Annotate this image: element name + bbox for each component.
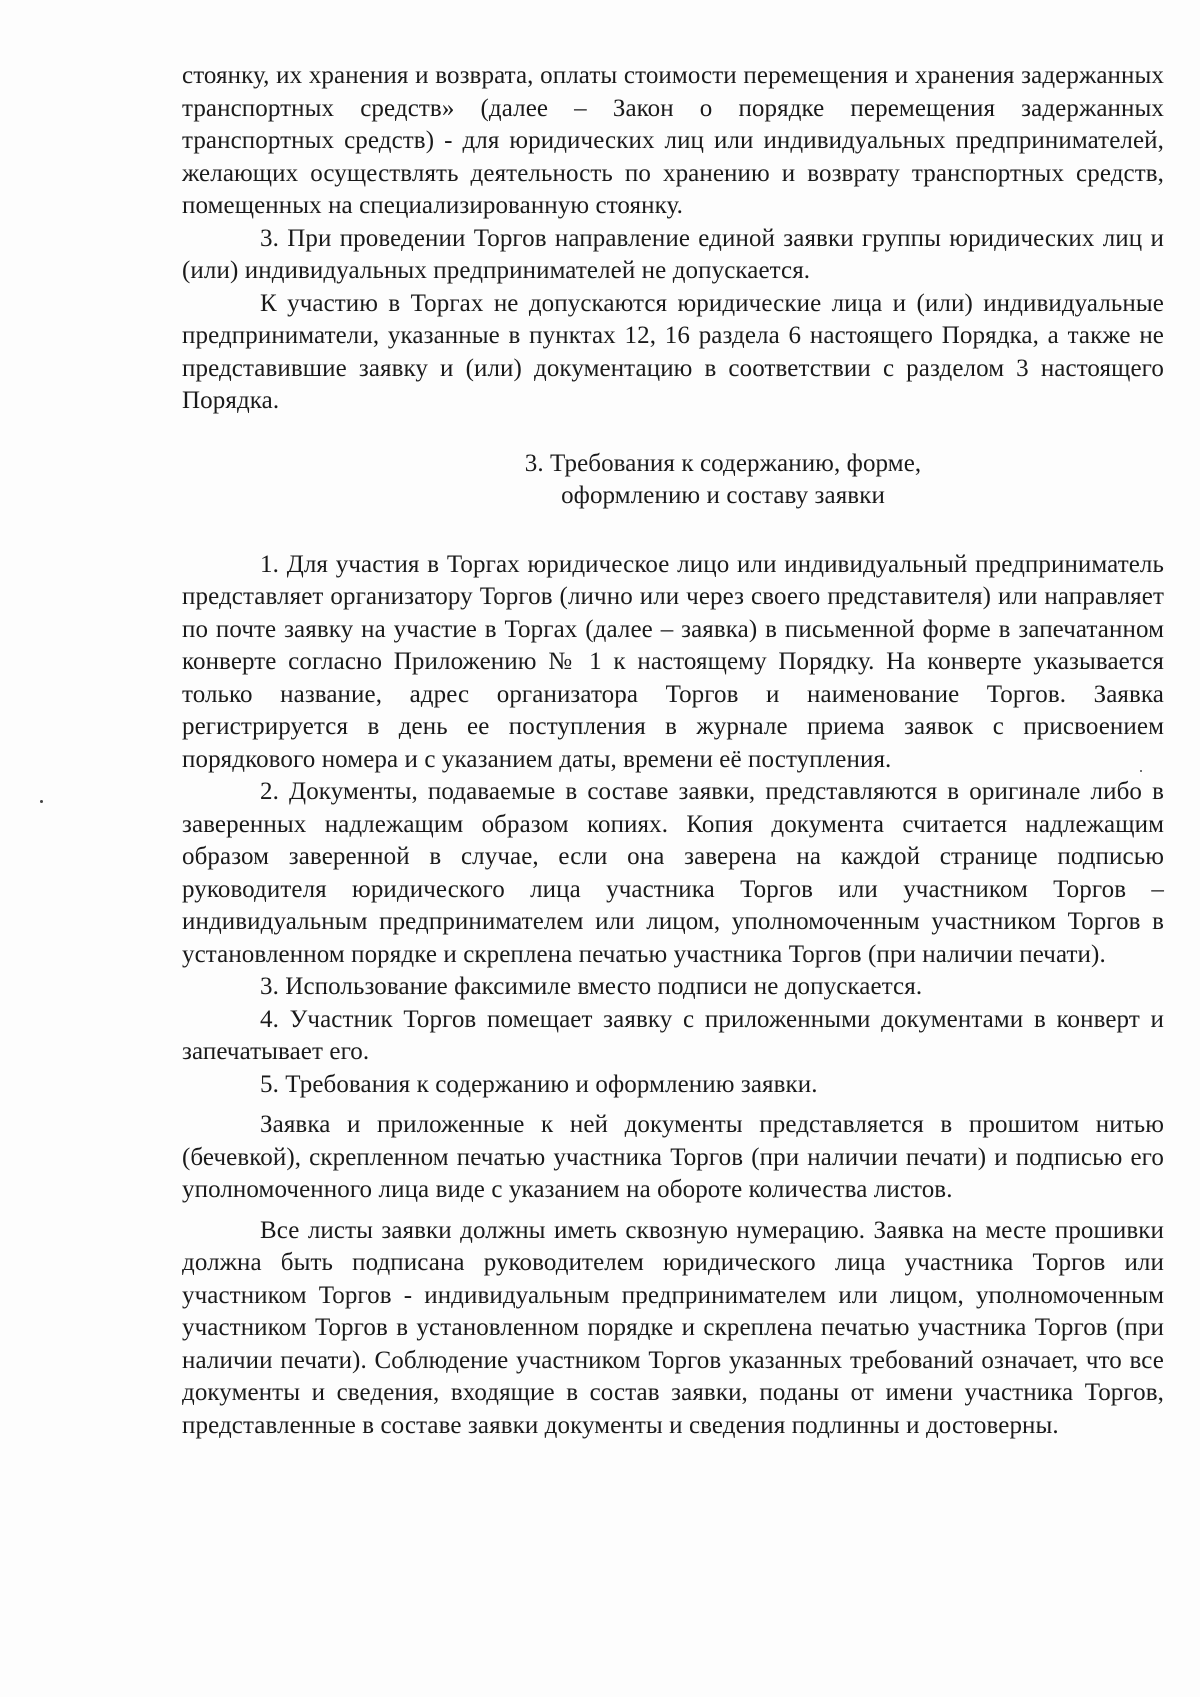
paragraph-numbering-requirements: Все листы заявки должны иметь сквозную нумерацию. Заявка на месте прошивки должна быть подписана руководителем юридического лица участника Торгов или участником Торгов - индивидуальным предпринимателем или лицом, уполномоченным участником Торгов в установленном порядке и скреплена печатью участника Торгов (при наличии печати). Соблюдение участником Торгов указанных требований означает, что все документы и сведения, входящие в состав заявки, поданы от имени участника Торгов, представленные в составе заявки документы и сведения подлинны и достоверны.	[182, 1216, 1164, 1439]
paragraph-exclusions: К участию в Торгах не допускаются юридические лица и (или) индивидуальные предприниматели, указанные в пунктах 12, 16 раздела 6 настоящего Порядка, а также не представившие заявку и (или) документацию в соответствии с разделом 3 настоящего Порядка.	[182, 289, 1164, 414]
section-heading-line1: 3. Требования к содержанию, форме,	[524, 449, 922, 477]
paragraph-item-4: 4. Участник Торгов помещает заявку с приложенными документами в конверт и запечатывает его.	[182, 1005, 1164, 1065]
document-body	[182, 60, 1164, 1442]
paragraph-binding-requirements: Заявка и приложенные к ней документы представляется в прошитом нитью (бечевкой), скрепленном печатью участника Торгов (при наличии печати) и подписью его уполномоченного лица виде с указанием на обороте количества листов.	[182, 1111, 1164, 1203]
scan-speck	[40, 800, 43, 803]
paragraph-item-3-facsimile: 3. Использование факсимиле вместо подписи не допускается.	[260, 973, 923, 1000]
paragraph-item-2: 2. Документы, подаваемые в составе заявки, представляются в оригинале либо в заверенных надлежащим образом копиях. Копия документа считается надлежащим образом заверенной в случае, если она заверена на каждой странице подписью руководителя юридического лица участника Торгов или участником Торгов – индивидуальным предпринимателем или лицом, уполномоченным участником Торгов в установленном порядке и скреплена печатью участника Торгов (при наличии печати).	[182, 778, 1164, 968]
section-heading	[182, 448, 1164, 513]
paragraph-continuation: стоянку, их хранения и возврата, оплаты стоимости перемещения и хранения задержанных транспортных средств» (далее – Закон о порядке перемещения задержанных транспортных средств) - для юридических лиц или индивидуальных предпринимателей, желающих осуществлять деятельность по хранению и возврату транспортных средств, помещенных на специализированную стоянку.	[182, 62, 1164, 219]
paragraph-item-3: 3. При проведении Торгов направление единой заявки группы юридических лиц и (или) индивидуальных предпринимателей не допускается.	[182, 224, 1164, 284]
paragraph-item-1: 1. Для участия в Торгах юридическое лицо или индивидуальный предприниматель представляет организатору Торгов (лично или через своего представителя) или направляет по почте заявку на участие в Торгах (далее – заявка) в письменной форме в запечатанном конверте согласно Приложению № 1 к настоящему Порядку. На конверте указывается только название, адрес организатора Торгов и наименование Торгов. Заявка регистрируется в день ее поступления в журнале приема заявок с присвоением порядкового номера и с указанием даты, времени её поступления.	[182, 550, 1164, 773]
paragraph-item-5: 5. Требования к содержанию и оформлению заявки.	[260, 1070, 818, 1098]
scan-speck	[1140, 770, 1142, 772]
section-heading-line2: оформлению и составу заявки	[561, 482, 885, 509]
